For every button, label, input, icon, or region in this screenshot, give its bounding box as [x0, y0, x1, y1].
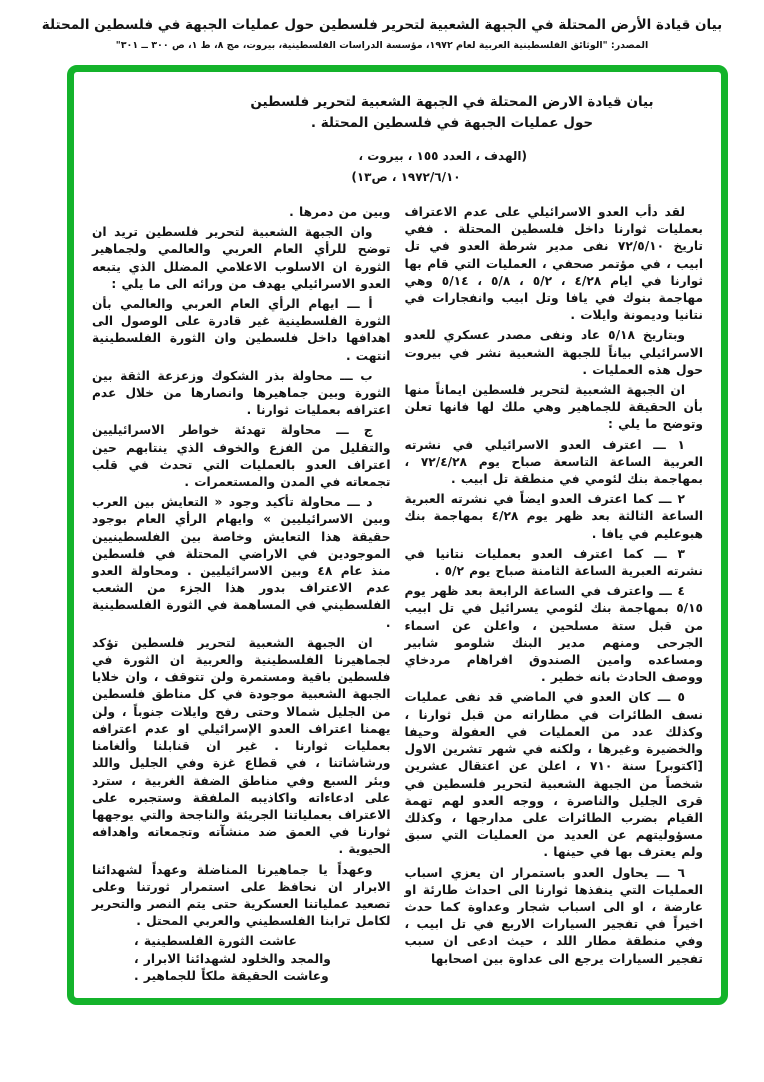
paragraph: ج ـــ محاولة تهدئة خواطر الاسرائيليين والتقليل من الفزع والخوف الذي ينتابهم حين اعتراف العدو بالعمليات التي تحدث في قلب تجمعاته في المدن والمستعمرات . [92, 423, 391, 490]
paragraph: وعهداً يا جماهيرنا المناضلة وعهداً لشهدائنا الابرار ان نحافظ على استمرار ثورتنا وعلى تصعيد عملياتنا العسكرية حتى يتم النصر والتحرير لكامل ترابنا الفلسطيني والعربي المحتل . [92, 862, 391, 929]
paragraph: ١ ـــ اعترف العدو الاسرائيلي في نشرته العربية الساعة التاسعة صباح يوم ٧٢/٤/٢٨ ، بمهاجمة بنك لئومي في منطقة تل ابيب . [404, 437, 703, 487]
paragraph: ٥ ـــ كان العدو في الماضي قد نفى عمليات نسف الطائرات في مطاراته من قبل ثوارنا ، وكذلك عدد من العمليات في العفولة وحيفا والخضيرة وغيرها ، ولكنه في شهر تشرين الاول [اكتوبر] سنة ٧١٠ ، اعلن عن اعتقال عشرين شخصاً من الجبهة الشعبية لتحرير فلسطين في قرى الجليل والناصرة ، ووجه العدو لهم تهمة القيام بضرب الطائرات على مدارجها ، وكذلك مسؤوليتهم عن العديد من العمليات التي سبق ولم يعترف بها في حينها . [404, 690, 703, 860]
page-header [0, 0, 764, 52]
document-frame [67, 65, 728, 1005]
paragraph: وبين من دمرها . [289, 205, 391, 219]
paragraph: ب ـــ محاولة بذر الشكوك وزعزعة الثقة بين الثورة وبين جماهيرها وانصارها من خلال عدم اعترافه بعمليات ثوارنا . [92, 368, 391, 418]
paragraph: ان الجبهة الشعبية لتحرير فلسطين ايماناً منها بأن الحقيقة للجماهير وهي ملك لها فانها تعلن وتوضح ما يلي : [404, 383, 703, 432]
text-columns [92, 204, 703, 985]
document-citation [267, 146, 527, 188]
slogan-line: وعاشت الحقيقة ملكاً للجماهير . [134, 968, 329, 983]
document-title-line2: حول عمليات الجبهة في فلسطين المحتلة . [310, 115, 594, 131]
document-title-line1: بيان قيادة الارض المحتلة في الجبهة الشعبية لتحرير فلسطين [250, 94, 654, 110]
paragraph: ان الجبهة الشعبية لتحرير فلسطين تؤكد لجماهيرنا الفلسطينية والعربية ان الثورة في فلسطين باقية ومستمرة ولن تتوقف ، وان خلايا الجبهة الشعبية موجودة في كل مناطق فلسطين من الجليل شمالا وحتى رفح وايلات جنوباً ، ولن يهمنا اعتراف العدو الإسرائيلي او عدم اعترافه بعمليات ثوارنا . غير ان قنابلنا وألغامنا ورشاشاتنا ، في قطاع غزة وفي الجليل واللد وبئر السبع وفي مناطق الضفة الغربية ، سترد على ادعاءاته واكاذيبه الملفقة وستجبره على الاعتراف بعملياتنا الجريئة والناجحة والتي يوجهها ثوارنا في العمق ضد منشآته وتجمعاته واهدافه الحيوية . [92, 635, 391, 857]
citation-line2: ١٩٧٢/٦/١٠ ، ص١٣) [351, 170, 461, 184]
closing-slogans [92, 933, 391, 985]
paragraph: ٦ ـــ يحاول العدو باستمرار ان يعزي اسباب العمليات التي ينفذها ثوارنا الى احداث طارئة او عارضة ، او الى اسباب شجار وعداوة كما حدث اخيراً في تفجير السيارات الاربع في تل ابيب ، وفي منطقة مطار اللد ، حيث ادعى ان سبب تفجير السيارات يرجع الى عداوة بين اصحابها [404, 865, 703, 966]
paragraph: لقد دأب العدو الاسرائيلي على عدم الاعتراف بعمليات ثوارنا داخل فلسطين المحتلة . ففي تاريخ ٧٢/٥/١٠ نفى مدير شرطة العدو في تل ابيب ، في مؤتمر صحفي ، العمليات التي قام بها ثوارنا في ايام ٤/٢٨ ، ٥/٢ ، ٥/٨ ، ٥/١٤ وهي مهاجمة بنوك في يافا وتل ابيب وانفجارات في نتانيا وديمونة وايلات . [404, 205, 704, 323]
paragraph: ٤ ـــ واعترف في الساعة الرابعة بعد ظهر يوم ٥/١٥ بمهاجمة بنك لئومي يسرائيل في تل ابيب من قبل ستة مسلحين ، واعلن عن اسماء الجرحى ومنهم مدير البنك شلومو شابير ومساعده وامين الصندوق افراهام مردخاي ووصف الحادث بانه خطير . [404, 584, 703, 685]
paragraph: وان الجبهة الشعبية لتحرير فلسطين تريد ان توضح للرأي العام العربي والعالمي ولجماهير الثورة ان الاسلوب الاعلامي المضلل الذي يتبعه العدو الاسرائيلي يهدف من ورائه الى ما يلي : [92, 225, 391, 291]
column-left [92, 204, 391, 985]
page-header-source: المصدر: "الوثائق الفلسطينية العربية لعام ١٩٧٢، مؤسسة الدراسات الفلسطينية، بيروت، مج ٨، ط ١، ص ٣٠٠ ــ ٣٠١" [115, 40, 649, 51]
page-header-title: بيان قيادة الأرض المحتلة في الجبهة الشعبية لتحرير فلسطين حول عمليات الجبهة في فلسطين المحتلة [41, 17, 723, 33]
document-title [237, 92, 667, 134]
paragraph: أ ـــ ايهام الرأي العام العربي والعالمي بأن الثورة الفلسطينية غير قادرة على الوصول الى اهدافها داخل فلسطين وان الثورة الفلسطينية انتهت . [92, 297, 391, 363]
citation-line1: (الهدف ، العدد ١٥٥ ، بيروت ، [358, 149, 527, 163]
column-right [405, 204, 704, 985]
paragraph: ٢ ـــ كما اعترف العدو ايضاً في نشرته العبرية الساعة الثالثة بعد ظهر يوم ٤/٢٨ بمهاجمة بنك هبوعليم في يافا . [404, 492, 703, 541]
paragraph: د ـــ محاولة تأكيد وجود « التعايش بين العرب وبين الاسرائيليين » وايهام الرأي العام بوجود حقيقة هذا التعايش وخاصة بين الفلسطينيين الموجودين في الاراضي المحتلة في فلسطين منذ عام ٤٨ وبين الاسرائيليين . ومحاولة العدو عدم الاعتراف بدور هذا الجزء من الشعب الفلسطيني في المساهمة في الثورة الفلسطينية . [92, 495, 391, 630]
paragraph: ٣ ـــ كما اعترف العدو بعمليات نتانيا في نشرته العبرية الساعة الثامنة صباح يوم ٥/٢ . [404, 546, 703, 579]
paragraph: وبتاريخ ٥/١٨ عاد ونفى مصدر عسكري للعدو الاسرائيلي بياناً للجبهة الشعبية نشر في بيروت حول هذه العمليات . [404, 328, 703, 377]
slogan-line: عاشت الثورة الفلسطينية ، [134, 934, 297, 949]
slogan-line: والمجد والخلود لشهدائنا الابرار ، [134, 951, 331, 966]
